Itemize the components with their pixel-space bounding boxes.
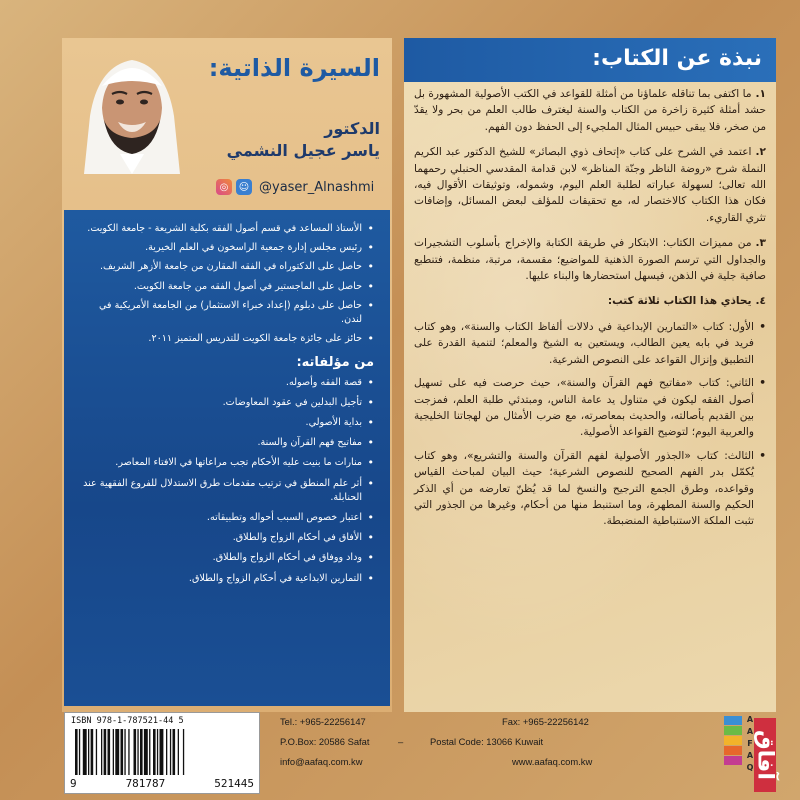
barcode-bar — [137, 729, 138, 775]
barcode-bar — [104, 729, 107, 775]
barcode-bar — [108, 729, 111, 775]
paragraph-text: ما اكتفى بما تناقله علماؤنا من أمثلة للقواعد في الكتب الأصولية المشهورة بل حشد أمثلة كثيرة زاخرة من الكتاب والسنة ليغترف طالب العلم من بحر ولا يقدّ من صخر، فلا يبقى حبيس المثال الملجيء إلى الحفظ دون الفهم. — [414, 88, 766, 133]
barcode-digit-group: 781787 — [125, 777, 166, 790]
work-item: • قصة الفقه وأصوله. — [76, 376, 374, 390]
barcode-bar — [149, 729, 150, 775]
work-item: • الأفاق في أحكام الزواج والطلاق. — [76, 531, 374, 545]
related-book-item: • الثاني: كتاب «مفاتيح فهم القرآن والسنة»، حيث حرصت فيه على تسهيل أصول الفقه ليكون في متناول يد عامة الناس، ومبتدئي طلبة العلم، فمزجت بين القديم بأصالته، والحديث بمعاصرته، مع ضرب الأمثال من لهجاتنا الخليجية والعربية اليوم؛ لتوضيح القواعد الأصولية. — [414, 375, 766, 441]
barcode-bar — [101, 729, 102, 775]
barcode-bar — [140, 729, 143, 775]
barcode-bar — [128, 729, 129, 775]
author-portrait — [80, 46, 184, 174]
works-list — [76, 376, 374, 586]
barcode-bar — [83, 729, 87, 775]
logo-color-block — [724, 726, 742, 735]
paragraph-number: ٣. — [755, 237, 766, 250]
work-item: • تأجيل البدلين في عقود المعاوضات. — [76, 396, 374, 410]
logo-letter: A — [746, 727, 754, 736]
about-paragraph — [414, 144, 766, 226]
about-paragraph — [414, 235, 766, 284]
barcode-bar — [183, 729, 184, 775]
barcode-bar — [88, 729, 89, 775]
logo-color-block — [724, 756, 742, 765]
logo-letter: Q — [746, 763, 754, 772]
author-name: ياسر عجيل النشمي — [226, 141, 380, 160]
about-paragraph — [414, 293, 766, 309]
barcode-digits — [67, 777, 257, 790]
phone-number: Tel.: +965-22256147 — [280, 716, 366, 727]
barcode-bar — [153, 729, 156, 775]
bio-header: السيرة الذاتية: — [208, 54, 380, 82]
logo-color-blocks — [724, 716, 742, 766]
about-title: نبذة عن الكتاب: — [404, 38, 776, 82]
work-item: • مفاتيح فهم القرآن والسنة. — [76, 436, 374, 450]
barcode-bar — [157, 729, 158, 775]
barcode-digit-group: 521445 — [214, 777, 254, 790]
barcode-box — [64, 712, 260, 794]
paragraph-text: اعتمد في الشرح على كتاب «إتحاف ذوي البصائر» للشيخ الدكتور عبد الكريم النملة شرح «روضة الناظر وجنّة المناظر» لابن قدامة المقدسي الحنبلي رحمهما الله تعالى؛ لسهولة عباراته لطلبة العلم اليوم، وشموله، وتوثيقات الأقوال فيه، فكان هذا الكتاب كالاختصار له، مع تحقيقات للمؤلف لبعض المسائل، وإضافات تثري القاريء. — [414, 146, 766, 224]
paragraph-number: ١. — [755, 88, 766, 100]
bio-item: • حاصل على الماجستير في أصول الفقه من جامعة الكويت. — [76, 280, 374, 294]
barcode-digit-group: 9 — [70, 777, 77, 790]
barcode-bar — [124, 729, 125, 775]
footer — [64, 712, 776, 794]
work-item: • التمارين الابداعية في أحكام الزواج والطلاق. — [76, 572, 374, 586]
barcode-bar — [178, 729, 179, 775]
email-link[interactable]: info@aafaq.com.kw — [280, 756, 363, 767]
work-item: • منارات ما بنيت عليه الأحكام تجب مراعاتها في الافتاء المعاصر. — [76, 456, 374, 470]
works-title: من مؤلفاته: — [296, 355, 374, 371]
publisher-logo — [724, 712, 778, 794]
logo-letter: F — [747, 739, 753, 748]
barcode-bar — [96, 729, 97, 775]
bio-item: • حاصل على الدكتوراه في الفقه المقارن من جامعة الأزهر الشريف. — [76, 260, 374, 274]
logo-color-block — [724, 736, 742, 745]
work-item: • اعتبار خصوص السبب أحواله وتطبيقاته. — [76, 511, 374, 525]
about-paragraph — [414, 86, 766, 135]
logo-glyph: آفاق — [754, 718, 776, 792]
bio-item: • حائز على جائزة جامعة الكويت للتدريس المتميز ٢٠١١. — [76, 332, 374, 346]
related-book-item: • الثالث: كتاب «الجذور الأصولية لفهم القرآن والسنة والتشريع»، وهو كتاب يُكمّل بدر الفهم الصحيح للنصوص الشرعية؛ حيث البيان لمباحث القياس وقواعده، وطرق الجمع الترجيح والنسخ لما قد يُظنّ تعارضه من أي الذكر الحكيم والسنة المطهرة، وما استنبط منها من أحكام، وغيرها من الجذور التي تثبت الملكة الاستنباطية المنضبطة. — [414, 448, 766, 530]
bio-panel — [64, 210, 390, 706]
related-book-item: • الأول: كتاب «التمارين الإبداعية في دلالات ألفاظ الكتاب والسنة»، وهو كتاب فريد في بابه يعين الطالب، ويستعين به الشيخ والمعلم؛ لتنمية القدرة على التطبيق وإنزال القواعد على النصوص الشرعية. — [414, 319, 766, 368]
paragraph-number: ٤. — [755, 295, 766, 308]
barcode-bar — [91, 729, 94, 775]
barcode-bar — [115, 729, 119, 775]
paragraph-number: ٢. — [755, 146, 766, 159]
work-item: • وداد ووفاق في أحكام الزواج والطلاق. — [76, 551, 374, 565]
isbn-text: ISBN 978-1-787521-44 5 — [71, 716, 184, 726]
barcode-bar — [113, 729, 114, 775]
dash-separator: – — [398, 736, 404, 747]
snapchat-icon: ☺ — [236, 179, 252, 195]
author-degree: الدكتور — [324, 119, 380, 138]
social-handle: @yaser_Alnashmi — [259, 179, 375, 195]
bio-item: • الأستاذ المساعد في قسم أصول الفقه بكلية الشريعة - جامعة الكويت. — [76, 222, 374, 236]
logo-color-block — [724, 746, 742, 755]
po-box: P.O.Box: 20586 Safat — [280, 736, 370, 747]
logo-color-block — [724, 716, 742, 725]
author-photo — [80, 46, 184, 174]
about-content — [414, 86, 766, 706]
barcode-bar — [121, 729, 124, 775]
barcode-bar — [79, 729, 80, 775]
website-link[interactable]: www.aafaq.com.kw — [512, 756, 593, 767]
social-row — [216, 176, 386, 198]
fax-number: Fax: +965-22256142 — [502, 716, 589, 727]
barcode-bar — [144, 729, 148, 775]
barcode-bar — [160, 729, 164, 775]
instagram-icon: ◎ — [216, 179, 232, 195]
author-name-block — [190, 118, 380, 168]
logo-letter: A — [746, 751, 754, 760]
bio-list — [76, 222, 374, 346]
paragraph-text: من مميزات الكتاب: الابتكار في طريقة الكتابة والإخراج بأسلوب التشجيرات والجداول التي ترسم الصورة الذهنية للمواضيع؛ مقسمة، مرتبة، منظمة، فتنطبع صافية جلية في الذهن، فيسهل استحضارها والبناء عليها. — [414, 237, 766, 283]
barcode-bar — [166, 729, 167, 775]
bio-item: • رئيس مجلس إدارة جمعية الراسخون في العلم الخيرية. — [76, 241, 374, 255]
work-item: • بداية الأصولي. — [76, 416, 374, 430]
postal-code: Postal Code: 13066 Kuwait — [430, 736, 544, 747]
about-book-section — [404, 38, 776, 712]
bio-item: • حاصل على دبلوم (إعداد خبراء الاستثمار) من الجامعة الأمريكية في لندن. — [76, 299, 374, 327]
barcode-bar — [170, 729, 171, 775]
work-item: • أثر علم المنطق في ترتيب مقدمات طرق الاستدلال للفروع الفقهية عند الحنابلة. — [76, 477, 374, 505]
contact-info — [280, 712, 654, 794]
barcode-icon — [73, 729, 253, 777]
paragraph-text: يحاذي هذا الكتاب ثلاثة كتب: — [607, 295, 752, 308]
barcode-bar — [134, 729, 137, 775]
barcode-bar — [75, 729, 78, 775]
logo-letter: A — [746, 715, 754, 724]
barcode-bar — [173, 729, 176, 775]
